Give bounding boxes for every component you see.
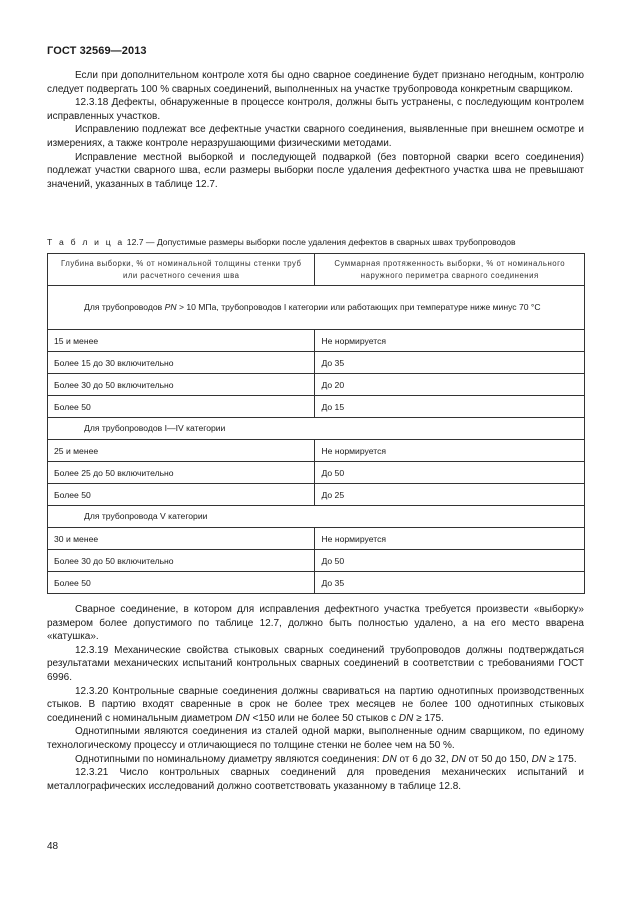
- paragraph: Исправлению подлежат все дефектные участки сварного соединения, выявленные при внешнем осмотре и измерениях, а также контроле неразрушающими физическими методами.: [47, 124, 584, 149]
- paragraph: 12.3.21 Число контрольных сварных соединений для проведения механических испытаний и металлографических исследований должно соответствовать указанному в таблице 12.8.: [47, 767, 584, 792]
- length-cell: Не нормируется: [315, 330, 585, 352]
- table-row: [48, 374, 585, 396]
- paragraph: 12.3.20 Контрольные сварные соединения должны свариваться на партию однотипных производственных стыков. В партию входят сваренные в срок не более трех месяцев не более 100 однотипных стыковых соединений с номинальным диаметром DN <150 или не более 50 стыков с DN ≥ 175.: [47, 685, 584, 724]
- table-row: [48, 396, 585, 418]
- table-row: [48, 528, 585, 550]
- column-header-length: Суммарная протяженность выборки, % от номинального наружного периметра сварного соединения: [315, 254, 585, 286]
- section-title: Для трубопроводов PN > 10 МПа, трубопроводов I категории или работающих при температуре ниже минус 70 °С: [48, 286, 585, 330]
- table-row: [48, 462, 585, 484]
- depth-cell: Более 30 до 50 включительно: [48, 550, 315, 572]
- outro-text: [47, 603, 584, 793]
- depth-cell: 25 и менее: [48, 440, 315, 462]
- paragraph: Сварное соединение, в котором для исправления дефектного участка требуется произвести «выборку» размером более допустимого по таблице 12.7, должно быть полностью удалено, а на его место вварена «катушка».: [47, 604, 584, 643]
- paragraph: Однотипными по номинальному диаметру являются соединения: DN от 6 до 32, DN от 50 до 150, DN ≥ 175.: [75, 753, 577, 765]
- section-row: [48, 286, 585, 330]
- length-cell: До 50: [315, 462, 585, 484]
- page-number: 48: [47, 841, 59, 852]
- table-caption-prefix: Т а б л и ц а: [47, 237, 125, 247]
- defect-sampling-table: [47, 253, 585, 594]
- depth-cell: Более 30 до 50 включительно: [48, 374, 315, 396]
- length-cell: До 50: [315, 550, 585, 572]
- page-header: ГОСТ 32569—2013: [47, 45, 147, 57]
- depth-cell: 30 и менее: [48, 528, 315, 550]
- section-row: [48, 506, 585, 528]
- length-cell: До 20: [315, 374, 585, 396]
- depth-cell: 15 и менее: [48, 330, 315, 352]
- section-title: Для трубопроводов I—IV категории: [48, 418, 585, 440]
- paragraph: Исправление местной выборкой и последующей подваркой (без повторной сварки всего соединения) подлежат участки сварного шва, если размеры выборки после удаления дефектного участка шва не превышают значений, указанных в таблице 12.7.: [47, 151, 584, 190]
- depth-cell: Более 25 до 50 включительно: [48, 462, 315, 484]
- length-cell: Не нормируется: [315, 528, 585, 550]
- section-title: Для трубопровода V категории: [48, 506, 585, 528]
- section-row: [48, 418, 585, 440]
- depth-cell: Более 50: [48, 484, 315, 506]
- depth-cell: Более 15 до 30 включительно: [48, 352, 315, 374]
- length-cell: До 35: [315, 352, 585, 374]
- depth-cell: Более 50: [48, 396, 315, 418]
- column-header-depth: Глубина выборки, % от номинальной толщины стенки труб или расчетного сечения шва: [48, 254, 315, 286]
- table-caption: [47, 236, 516, 248]
- length-cell: До 15: [315, 396, 585, 418]
- table-row: [48, 440, 585, 462]
- depth-cell: Более 50: [48, 572, 315, 594]
- table-row: [48, 550, 585, 572]
- table-row: [48, 352, 585, 374]
- paragraph: Однотипными являются соединения из сталей одной марки, выполненные одним сварщиком, по единому технологическому процессу и отличающиеся по толщине стенки не более чем на 50 %.: [47, 726, 584, 751]
- length-cell: До 25: [315, 484, 585, 506]
- length-cell: До 35: [315, 572, 585, 594]
- table-row: [48, 484, 585, 506]
- table-row: [48, 572, 585, 594]
- intro-text: [47, 69, 584, 191]
- table-row: [48, 330, 585, 352]
- paragraph: 12.3.18 Дефекты, обнаруженные в процессе контроля, должны быть устранены, с последующим контролем исправленных участков.: [47, 97, 584, 122]
- length-cell: Не нормируется: [315, 440, 585, 462]
- paragraph: 12.3.19 Механические свойства стыковых сварных соединений трубопроводов должны подтверждаться результатами механических испытаний контрольных сварных соединений в соответствии с требованиями ГОСТ 6996.: [47, 644, 584, 683]
- table-header-row: [48, 254, 585, 286]
- table-caption-text: 12.7 — Допустимые размеры выборки после удаления дефектов в сварных швах трубопроводов: [124, 237, 516, 247]
- paragraph: Если при дополнительном контроле хотя бы одно сварное соединение будет признано негодным, контролю следует подвергать 100 % сварных соединений, выполненных на участке трубопровода конкретным сварщиком.: [47, 70, 584, 95]
